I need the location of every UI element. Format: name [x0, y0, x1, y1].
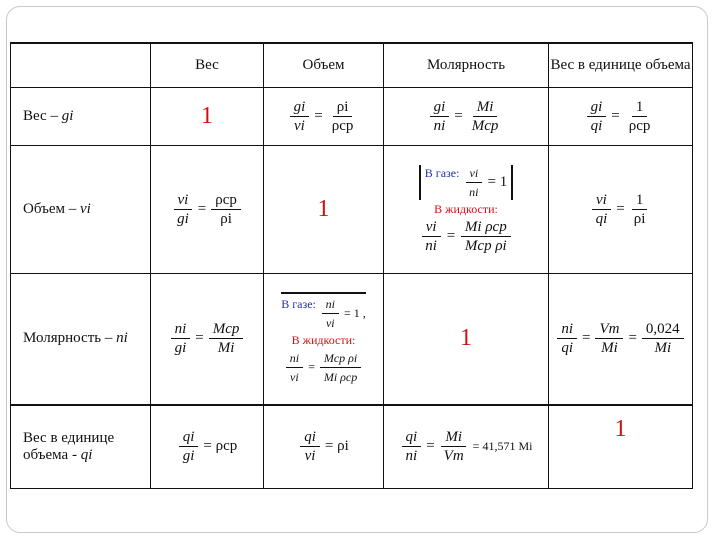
liquid-label: В жидкости: — [291, 333, 356, 348]
cell-wpv-volume — [264, 405, 384, 488]
cell-volume-molarity: В газе: $\frac{vi}{ni}$ = 1 В жидкости: $\frac{vi}{ni}$ = $\frac{\text{Mi ρср}}{\text{Mср ρi}}$ — [384, 145, 549, 273]
formula: $\frac{ni}{gi}$ = $\frac{\text{Mср}}{Mi}$ — [169, 321, 246, 356]
formula: $\frac{gi}{vi}$ = $\frac{\rho i}{\text{ρср}}$ — [288, 99, 360, 134]
corner-cell — [11, 43, 151, 87]
formula: $\frac{qi}{gi}$ = ρср — [177, 429, 238, 464]
row-variable: qi — [80, 446, 93, 463]
identity-value: 1 — [317, 195, 330, 222]
row-header-volume — [11, 145, 151, 273]
header-row — [11, 43, 693, 87]
row-weight-per-volume — [11, 405, 693, 488]
formula: $\frac{qi}{vi}$ = ρi — [298, 429, 349, 464]
formula: $\frac{vi}{gi}$ = $\frac{\text{ρср}}{\rho i}$ — [171, 192, 243, 227]
cell-wpv-molarity — [384, 405, 549, 488]
cell-molarity-weight — [151, 273, 264, 405]
row-label: Вес – — [23, 107, 62, 124]
row-molarity — [11, 273, 693, 405]
cell-wpv-wpv — [549, 405, 693, 488]
cell-weight-wpv — [549, 87, 693, 145]
cell-volume-volume — [264, 145, 384, 273]
row-volume — [11, 145, 693, 273]
gas-label: В газе: — [424, 165, 460, 180]
row-variable: gi — [61, 107, 74, 124]
row-header-wpv — [11, 405, 151, 488]
conversion-table — [10, 42, 693, 489]
cell-volume-wpv — [549, 145, 693, 273]
liquid-label: В жидкости: — [434, 201, 498, 216]
row-label: Вес в единице объема - — [23, 429, 115, 463]
cell-molarity-volume: В газе: $\frac{ni}{vi}$ = 1 , В жидкости: $\frac{ni}{vi}$ = $\frac{\text{Mср ρi}}{\text{Mi ρср}}$ — [264, 273, 384, 405]
row-variable: ni — [116, 330, 128, 347]
row-header-weight — [11, 87, 151, 145]
header-weight-per-volume: Вес в единице объема — [549, 43, 693, 87]
formula: $\frac{gi}{qi}$ = $\frac{1}{\text{ρср}}$ — [585, 99, 657, 134]
header-molarity: Молярность — [384, 43, 549, 87]
formula: $\frac{ni}{qi}$ = $\frac{Vm}{Mi}$ = $\frac{0,024}{Mi}$ — [555, 321, 685, 356]
header-volume: Объем — [264, 43, 384, 87]
formula: $\frac{qi}{ni}$ = $\frac{Mi}{Vm}$ = 41,571 Mi — [400, 429, 533, 464]
formula: $\frac{gi}{ni}$ = $\frac{Mi}{\text{Mср}}$ — [428, 99, 505, 134]
liquid-formula: $\frac{vi}{ni}$ = $\frac{\text{Mi ρср}}{\text{Mср ρi}}$ — [384, 219, 548, 254]
row-variable: vi — [80, 200, 91, 217]
gas-label: В газе: — [281, 297, 316, 312]
row-label: Молярность – — [23, 330, 117, 347]
row-label: Объем – — [23, 200, 80, 217]
cell-wpv-weight — [151, 405, 264, 488]
identity-value: 1 — [614, 416, 627, 442]
row-weight — [11, 87, 693, 145]
cell-molarity-wpv — [549, 273, 693, 405]
header-weight: Вес — [151, 43, 264, 87]
identity-value: 1 — [201, 102, 213, 129]
row-header-molarity — [11, 273, 151, 405]
identity-value: 1 — [460, 325, 472, 352]
formula: $\frac{vi}{qi}$ = $\frac{1}{\rho i}$ — [590, 192, 652, 227]
cell-weight-volume — [264, 87, 384, 145]
liquid-formula: $\frac{ni}{vi}$ = $\frac{\text{Mср ρi}}{\text{Mi ρср}}$ — [264, 350, 383, 385]
cell-weight-molarity — [384, 87, 549, 145]
cell-molarity-molarity — [384, 273, 549, 405]
cell-weight-weight — [151, 87, 264, 145]
cell-volume-weight — [151, 145, 264, 273]
